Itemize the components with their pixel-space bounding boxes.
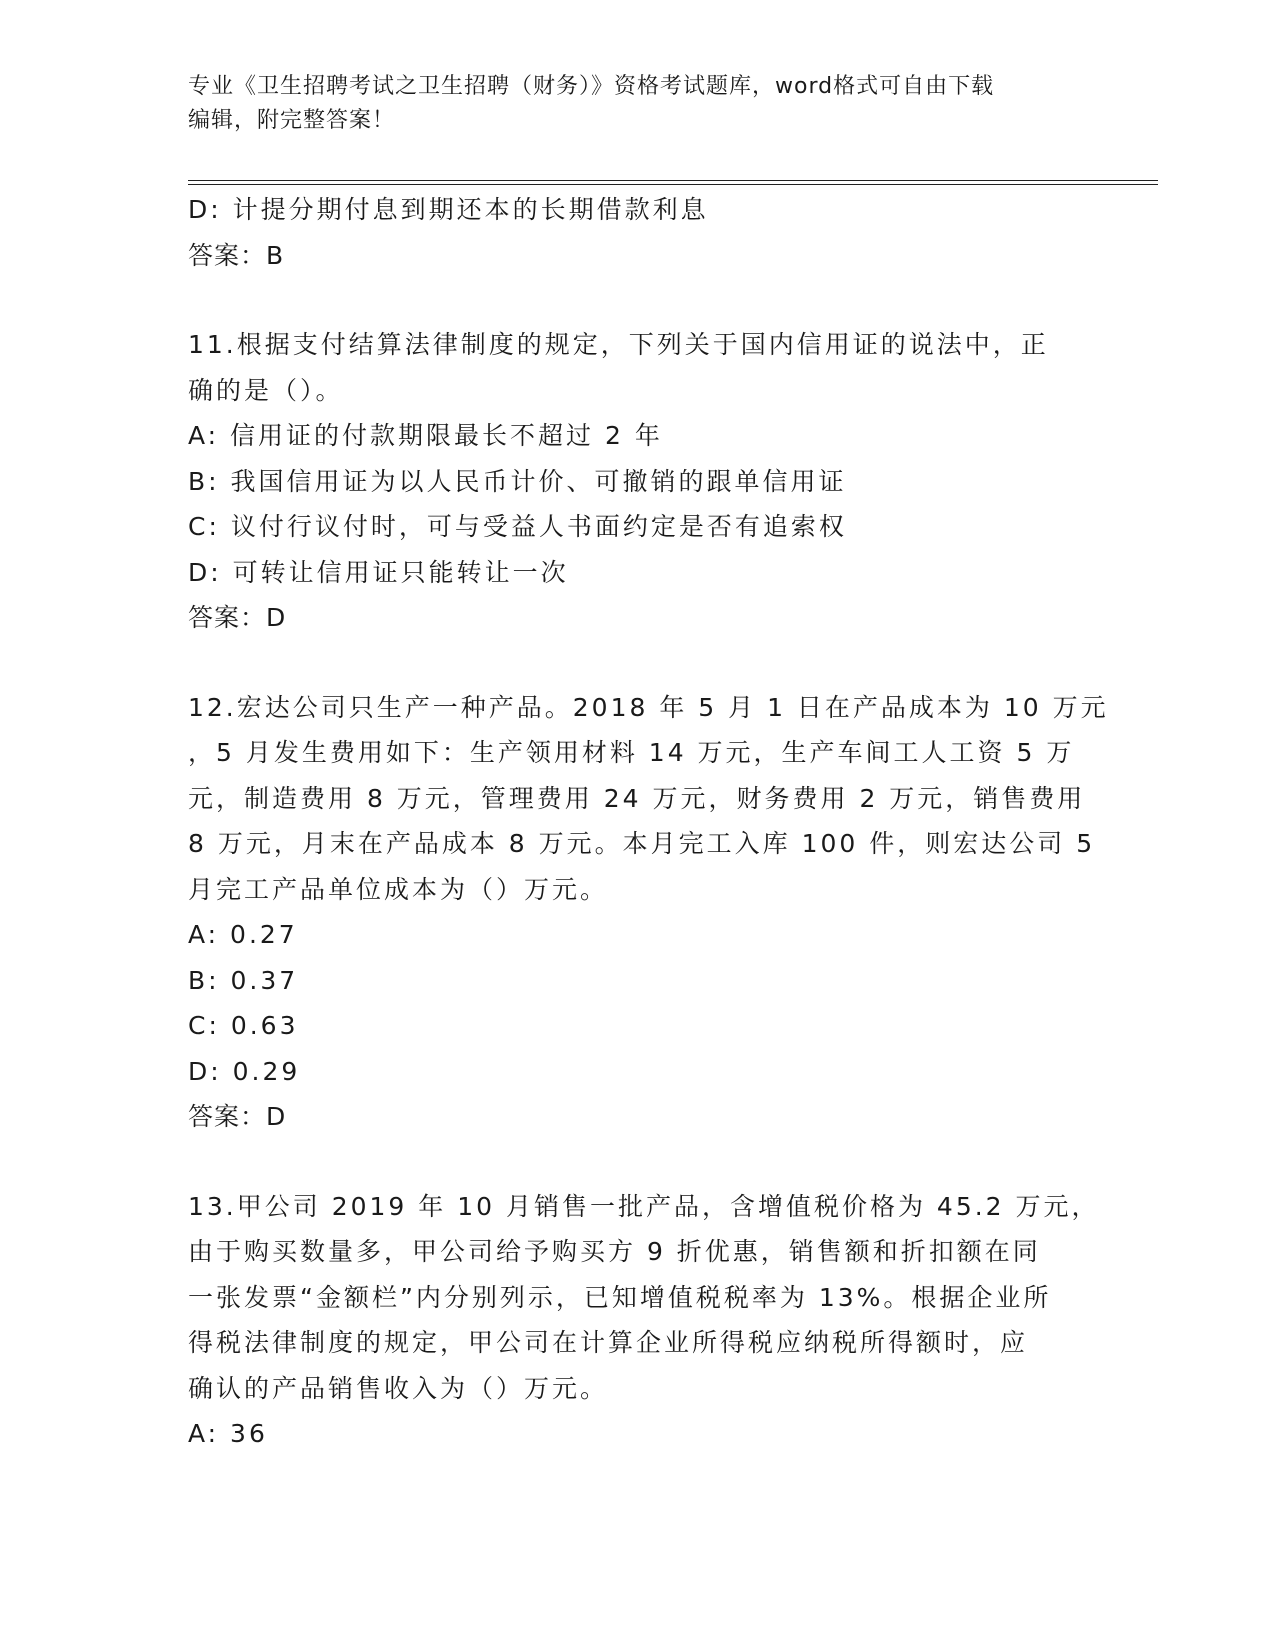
- option-b: B: 我国信用证为以人民币计价、可撤销的跟单信用证: [188, 466, 847, 496]
- question-stem: [188, 1184, 1100, 1412]
- option-a: A: 信用证的付款期限最长不超过 2 年: [188, 421, 663, 450]
- previous-question-tail: [188, 187, 1088, 278]
- document-header: [188, 70, 1088, 138]
- spacer: [188, 641, 1088, 685]
- question-12: [188, 685, 1109, 1140]
- question-stem: [188, 322, 1088, 413]
- question-stem-line: 8 万元，月末在产品成本 8 万元。本月完工入库 100 件，则宏达公司 5: [188, 829, 1096, 858]
- question-stem-line: 得税法律制度的规定，甲公司在计算企业所得税应纳税所得额时，应: [188, 1328, 1029, 1357]
- option-d: D: 0.29: [188, 1056, 301, 1086]
- question-stem-line: 13.甲公司 2019 年 10 月销售一批产品，含增值税价格为 45.2 万元，: [188, 1191, 1100, 1221]
- answer-line: 答案：D: [188, 603, 287, 632]
- answer-line: 答案：B: [188, 240, 285, 270]
- option-d: D: 可转让信用证只能转让一次: [188, 557, 569, 587]
- question-stem-line: 一张发票“金额栏”内分别列示，已知增值税税率为 13%。根据企业所: [188, 1282, 1052, 1312]
- document-body: [188, 187, 1109, 1457]
- header-divider-top: [188, 180, 1158, 181]
- question-stem-line: 元，制造费用 8 万元，管理费用 24 万元，财务费用 2 万元，销售费用: [188, 783, 1086, 813]
- spacer: [188, 278, 1088, 322]
- option-c: C: 议付行议付时，可与受益人书面约定是否有追索权: [188, 512, 847, 541]
- option-c: C: 0.63: [188, 1011, 299, 1040]
- question-13: [188, 1184, 1100, 1457]
- question-11: [188, 322, 1088, 641]
- option-d: D: 计提分期付息到期还本的长期借款利息: [188, 195, 709, 224]
- header-line-2: 编辑，附完整答案！: [188, 108, 396, 133]
- option-a: A: 36: [188, 1419, 268, 1448]
- option-a: A: 0.27: [188, 920, 298, 949]
- question-stem: [188, 685, 1109, 913]
- question-stem-line: 确认的产品销售收入为（）万元。: [188, 1373, 609, 1403]
- answer-line: 答案：D: [188, 1102, 287, 1131]
- question-stem-line: 12.宏达公司只生产一种产品。2018 年 5 月 1 日在产品成本为 10 万元: [188, 692, 1109, 722]
- question-stem-line: 11.根据支付结算法律制度的规定，下列关于国内信用证的说法中，正: [188, 330, 1049, 359]
- header-line-1: 专业《卫生招聘考试之卫生招聘（财务）》资格考试题库，word格式可自由下载: [188, 74, 995, 99]
- question-stem-line: 由于购买数量多，甲公司给予购买方 9 折优惠，销售额和折扣额在同: [188, 1237, 1041, 1266]
- spacer: [188, 1140, 1088, 1184]
- question-stem-line: 月完工产品单位成本为（）万元。: [188, 874, 609, 904]
- question-stem-line: ，5 月发生费用如下：生产领用材料 14 万元，生产车间工人工资 5 万: [188, 738, 1075, 767]
- header-divider-bottom: [188, 184, 1158, 185]
- question-stem-line: 确的是（）。: [188, 375, 344, 405]
- option-b: B: 0.37: [188, 965, 299, 995]
